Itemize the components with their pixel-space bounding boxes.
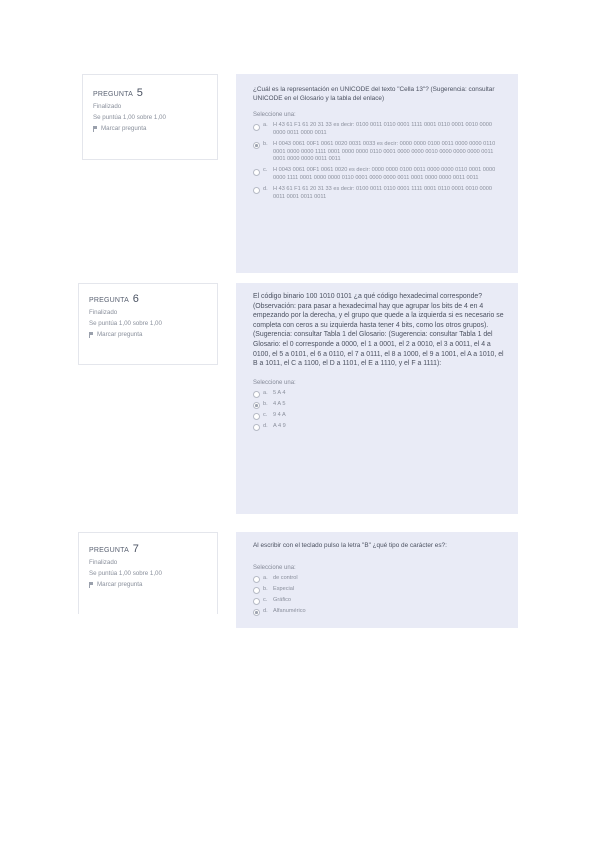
radio-button[interactable]	[253, 391, 260, 398]
radio-button[interactable]	[253, 413, 260, 420]
option-text: Especial	[273, 585, 295, 592]
option-letter: a.	[263, 574, 268, 581]
flag-label: Marcar pregunta	[97, 581, 143, 588]
answer-option-c[interactable]	[253, 167, 504, 183]
answer-option-c[interactable]	[253, 597, 504, 606]
radio-button[interactable]	[253, 587, 260, 594]
option-letter: c.	[263, 411, 268, 418]
question-title	[89, 293, 207, 305]
radio-button-selected[interactable]	[253, 402, 260, 409]
flag-icon	[89, 332, 94, 338]
question-info-7	[78, 532, 218, 614]
question-title	[93, 87, 207, 99]
option-text: H 43 61 F1 61 20 31 33 es decir: 0100 0011 0110 0001 1111 0001 0110 0001 0010 0000 0000 0011 0000 0011	[273, 122, 492, 136]
question-status: Finalizado	[89, 559, 118, 566]
answer-options	[253, 575, 504, 617]
question-label: PREGUNTA	[89, 297, 129, 304]
answer-option-b[interactable]	[253, 586, 504, 595]
answer-option-a[interactable]	[253, 575, 504, 584]
answer-options	[253, 122, 504, 201]
answer-option-b[interactable]	[253, 401, 504, 410]
question-text: ¿Cuál es la representación en UNICODE del texto "Cella 13"? (Sugerencia: consultar UNICODE en el Glosario y la tabla del enlace)	[253, 86, 495, 102]
radio-button[interactable]	[253, 424, 260, 431]
option-letter: d.	[263, 185, 268, 192]
question-content-5	[236, 74, 518, 273]
radio-button[interactable]	[253, 169, 260, 176]
question-score: Se puntúa 1,00 sobre 1,00	[89, 570, 162, 577]
question-text: Al escribir con el teclado pulso la letra "B" ¿qué tipo de carácter es?:	[253, 542, 447, 549]
radio-button[interactable]	[253, 598, 260, 605]
question-label: PREGUNTA	[89, 547, 129, 554]
option-letter: a.	[263, 122, 268, 129]
flag-question-link[interactable]	[93, 125, 207, 132]
option-text: 9 4 A	[273, 411, 286, 418]
radio-button[interactable]	[253, 187, 260, 194]
question-content-6	[236, 283, 518, 514]
flag-icon	[89, 582, 94, 588]
question-number: 7	[132, 543, 140, 555]
option-letter: b.	[263, 400, 268, 407]
radio-button[interactable]	[253, 576, 260, 583]
answer-option-d[interactable]	[253, 608, 504, 617]
option-text: A 4 9	[273, 422, 286, 429]
option-letter: b.	[263, 140, 268, 147]
option-text: H 43 61 F1 61 20 31 33 es decir: 0100 0011 0110 0001 1111 0001 0110 0001 0010 0000 0011 0001 0011 0011	[273, 185, 492, 200]
option-text: Alfanumérico	[273, 607, 306, 614]
question-status: Finalizado	[93, 103, 122, 110]
option-letter: d.	[263, 422, 268, 429]
option-letter: c.	[263, 167, 268, 174]
answer-option-b[interactable]	[253, 141, 504, 164]
option-letter: a.	[263, 389, 268, 396]
flag-question-link[interactable]	[89, 581, 207, 588]
select-prompt: Seleccione una:	[253, 379, 296, 386]
answer-option-a[interactable]	[253, 122, 504, 138]
answer-option-a[interactable]	[253, 390, 504, 399]
question-text: El código binario 100 1010 0101 ¿a qué código hexadecimal corresponde? (Observación: para pasar a hexadecimal hay que agrupar los bits de 4 en 4 empezando por la derecha, y el grupo que quede a la izquierda si es necesario se completa con ceros a su izquierda hasta tener 4 bits, como los otros grupos). (Sugerencia: consultar Tabla 1 del Glosario: (Sugerencia: consultar Tabla 1 del Glosario: el 0 corresponde a 0000, el 1 a 0001, el 2 a 0010, el 3 a 0011, el 4 a 0100, el 5 a 0101, el 6 a 0110, el 7 a 0111, el 8 a 1000, el 9 a 1001, el A a 1010, el B a 1011, el C a 1100, el D a 1101, el E a 1110, y el F a 1111):	[253, 293, 504, 368]
question-info-6	[78, 283, 218, 365]
option-text: 5 A 4	[273, 389, 286, 396]
flag-label: Marcar pregunta	[97, 331, 143, 338]
select-prompt: Seleccione una:	[253, 564, 296, 571]
select-prompt: Seleccione una:	[253, 112, 296, 119]
option-letter: d.	[263, 607, 268, 614]
question-title	[89, 543, 207, 555]
question-label: PREGUNTA	[93, 91, 133, 98]
option-text: 4 A 5	[273, 400, 286, 407]
flag-icon	[93, 126, 98, 132]
flag-label: Marcar pregunta	[101, 125, 147, 132]
question-status: Finalizado	[89, 309, 118, 316]
radio-button-selected[interactable]	[253, 609, 260, 616]
radio-button[interactable]	[253, 124, 260, 131]
option-text: H 0043 0061 00F1 0061 0020 0031 0033 es decir: 0000 0000 0100 0011 0000 0000 0110 0001 0000 0000 1111 0001 0000 0000 0110 0001 0000 0000 0010 0000 0000 0000 0011 0001 0000 0000 0011 0011	[273, 140, 496, 163]
answer-option-d[interactable]	[253, 186, 504, 202]
question-content-7	[236, 532, 518, 628]
option-letter: b.	[263, 585, 268, 592]
answer-options	[253, 390, 504, 432]
question-number: 5	[136, 87, 144, 99]
option-text: de control	[273, 574, 298, 581]
flag-question-link[interactable]	[89, 331, 207, 338]
radio-button-selected[interactable]	[253, 142, 260, 149]
option-text: Gráfico	[273, 596, 292, 603]
option-text: H 0043 0061 00F1 0061 0020 es decir: 0000 0000 0100 0011 0000 0000 0110 0001 0000 0000 1111 0001 0000 0000 0110 0001 0000 0000 0011 0001 0000 0000 0011 0011	[273, 167, 496, 181]
question-score: Se puntúa 1,00 sobre 1,00	[89, 320, 162, 327]
option-letter: c.	[263, 596, 268, 603]
question-score: Se puntúa 1,00 sobre 1,00	[93, 114, 166, 121]
question-number: 6	[132, 293, 140, 305]
answer-option-d[interactable]	[253, 423, 504, 432]
answer-option-c[interactable]	[253, 412, 504, 421]
question-info-5	[82, 74, 218, 160]
